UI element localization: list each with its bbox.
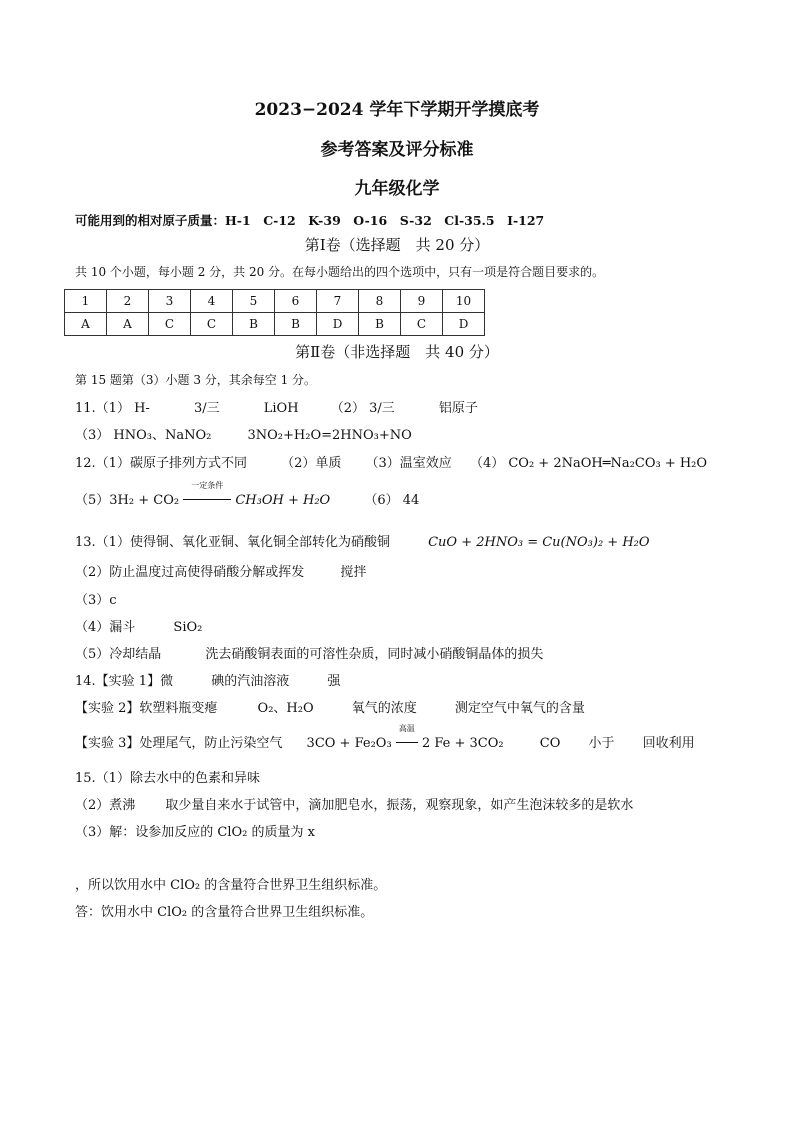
question-number: 2 bbox=[107, 290, 149, 313]
q13-part3-answer: （3）c bbox=[75, 593, 117, 608]
question-number: 7 bbox=[317, 290, 359, 313]
q15-conclusion: ，所以饮用水中 ClO₂ 的含量符合世界卫生组织标准。 bbox=[75, 878, 387, 893]
q14-condition-arrow bbox=[396, 724, 418, 751]
answer-cell: A bbox=[107, 313, 149, 336]
part1-title: 第Ⅰ卷（选择题 共 20 分） bbox=[304, 236, 490, 254]
answer-cell: D bbox=[443, 313, 485, 336]
q12-line2 bbox=[75, 481, 420, 508]
q12-part1-answer: 12.（1）碳原子排列方式不同 bbox=[75, 456, 247, 471]
q13-equation: CuO + 2HNO₃ = Cu(NO₃)₂ + H₂O bbox=[428, 535, 650, 550]
question-number: 8 bbox=[359, 290, 401, 313]
question-number: 4 bbox=[191, 290, 233, 313]
q15-soft-water-test: 取少量自来水于试管中，滴加肥皂水，振荡，观察现象，如产生泡沫较多的是软水 bbox=[165, 798, 634, 813]
answer-key-title: 参考答案及评分标准 bbox=[320, 140, 474, 160]
q12-part6-answer: （6） 44 bbox=[364, 493, 420, 508]
q13-part1-answer: 13.（1）使得铜、氧化亚铜、氧化铜全部转化为硝酸铜 bbox=[75, 535, 390, 550]
q12-condition: 一定条件 bbox=[191, 481, 224, 490]
q14-measure-oxygen: 测定空气中氧气的含量 bbox=[454, 701, 585, 716]
q11-line1 bbox=[75, 397, 478, 416]
q14-line1 bbox=[75, 670, 340, 689]
q12-line1 bbox=[75, 452, 707, 471]
answer-cell: B bbox=[233, 313, 275, 336]
q15-part3-solution: （3）解：设参加反应的 ClO₂ 的质量为 x bbox=[75, 825, 315, 840]
q15-part2-answer: （2）煮沸 bbox=[75, 798, 136, 813]
q14-line3 bbox=[75, 724, 695, 751]
q13-part4-answer: （4）漏斗 bbox=[75, 620, 136, 635]
q14-exp1-answer: 14.【实验 1】微 bbox=[75, 674, 174, 689]
q14-exp2-answer: 【实验 2】软塑料瓶变瘪 bbox=[75, 701, 218, 716]
q11-part2-answer: （2） 3/三 bbox=[330, 401, 395, 416]
answer-table bbox=[64, 289, 485, 336]
answer-table-numbers-row bbox=[65, 290, 485, 313]
q14-exp3-answer: 【实验 3】处理尾气，防止污染空气 bbox=[75, 736, 283, 751]
q15-part1-answer: 15.（1）除去水中的色素和异味 bbox=[75, 771, 260, 786]
q11-line2 bbox=[75, 424, 412, 443]
atomic-masses: 可能用到的相对原子质量：H-1 C-12 K-39 O-16 S-32 Cl-35.5 I-127 bbox=[75, 213, 545, 228]
q15-answer: 答：饮用水中 ClO₂ 的含量符合世界卫生组织标准。 bbox=[75, 905, 374, 920]
q12-part5-reactants: （5）3H₂ + CO₂ bbox=[75, 493, 180, 508]
q14-oxygen-concentration: 氧气的浓度 bbox=[351, 701, 417, 716]
q12-condition-arrow bbox=[183, 481, 231, 508]
q12-part4-equation: （4） CO₂ + 2NaOH═Na₂CO₃ + H₂O bbox=[469, 456, 708, 471]
answer-cell: D bbox=[317, 313, 359, 336]
q13-line1 bbox=[75, 531, 650, 550]
q15-line1 bbox=[75, 767, 260, 786]
reaction-bar bbox=[396, 742, 418, 743]
q15-line3 bbox=[75, 821, 315, 840]
part1-instruction: 共 10 个小题，每小题 2 分，共 20 分。在每小题给出的四个选项中，只有一项是符合题目要求的。 bbox=[75, 265, 605, 279]
q14-line2 bbox=[75, 697, 585, 716]
q13-line4 bbox=[75, 616, 202, 635]
q11-formula: LiOH bbox=[263, 401, 299, 416]
q13-line5 bbox=[75, 643, 543, 662]
q15-line2 bbox=[75, 794, 633, 813]
q14-recycle: 回收利用 bbox=[642, 736, 695, 751]
q14-iodine-solution: 碘的汽油溶液 bbox=[211, 674, 290, 689]
q13-line2 bbox=[75, 561, 366, 580]
q11-aluminum-atom: 铝原子 bbox=[438, 401, 478, 416]
answer-cell: C bbox=[191, 313, 233, 336]
q15-line4 bbox=[75, 874, 386, 893]
grade-subject-title: 九年级化学 bbox=[354, 179, 440, 199]
part2-instruction: 第 15 题第（3）小题 3 分，其余每空 1 分。 bbox=[75, 373, 317, 387]
answer-cell: B bbox=[275, 313, 317, 336]
q14-products: 2 Fe + 3CO₂ bbox=[421, 736, 504, 751]
q13-line3 bbox=[75, 589, 117, 608]
exam-title: 2023−2024 学年下学期开学摸底考 bbox=[254, 100, 540, 120]
q13-part5-answer: （5）冷却结晶 bbox=[75, 647, 162, 662]
question-number: 10 bbox=[443, 290, 485, 313]
q13-part2-answer: （2）防止温度过高使得硝酸分解或挥发 bbox=[75, 565, 305, 580]
q14-less-than: 小于 bbox=[588, 736, 615, 751]
q12-part3-answer: （3）温室效应 bbox=[365, 456, 452, 471]
answer-table-answers-row bbox=[65, 313, 485, 336]
q12-part5-products: CH₃OH + H₂O bbox=[235, 493, 331, 508]
q14-strong: 强 bbox=[327, 674, 341, 689]
q13-stir: 搅拌 bbox=[340, 565, 367, 580]
q14-co: CO bbox=[539, 736, 561, 751]
part2-title: 第Ⅱ卷（非选择题 共 40 分） bbox=[295, 343, 499, 361]
q14-o2-h2o: O₂、H₂O bbox=[257, 701, 314, 716]
q11-part1-answer: 11.（1） H- bbox=[75, 401, 150, 416]
q11-part3-answer: （3） HNO₃、NaNO₂ bbox=[75, 428, 212, 443]
reaction-bar bbox=[183, 499, 231, 500]
answer-cell: A bbox=[65, 313, 107, 336]
q11-period: 3/三 bbox=[193, 401, 220, 416]
question-number: 6 bbox=[275, 290, 317, 313]
q12-part2-answer: （2）单质 bbox=[281, 456, 342, 471]
q13-sio2: SiO₂ bbox=[173, 620, 203, 635]
q14-condition: 高温 bbox=[398, 724, 415, 733]
question-number: 9 bbox=[401, 290, 443, 313]
answer-cell: C bbox=[401, 313, 443, 336]
q15-line5 bbox=[75, 901, 373, 920]
q13-wash-reason: 洗去硝酸铜表面的可溶性杂质，同时减小硝酸铜晶体的损失 bbox=[205, 647, 544, 662]
q14-reactants: 3CO + Fe₂O₃ bbox=[306, 736, 392, 751]
answer-cell: B bbox=[359, 313, 401, 336]
answer-cell: C bbox=[149, 313, 191, 336]
question-number: 1 bbox=[65, 290, 107, 313]
q11-equation: 3NO₂+H₂O=2HNO₃+NO bbox=[247, 428, 412, 443]
question-number: 5 bbox=[233, 290, 275, 313]
question-number: 3 bbox=[149, 290, 191, 313]
